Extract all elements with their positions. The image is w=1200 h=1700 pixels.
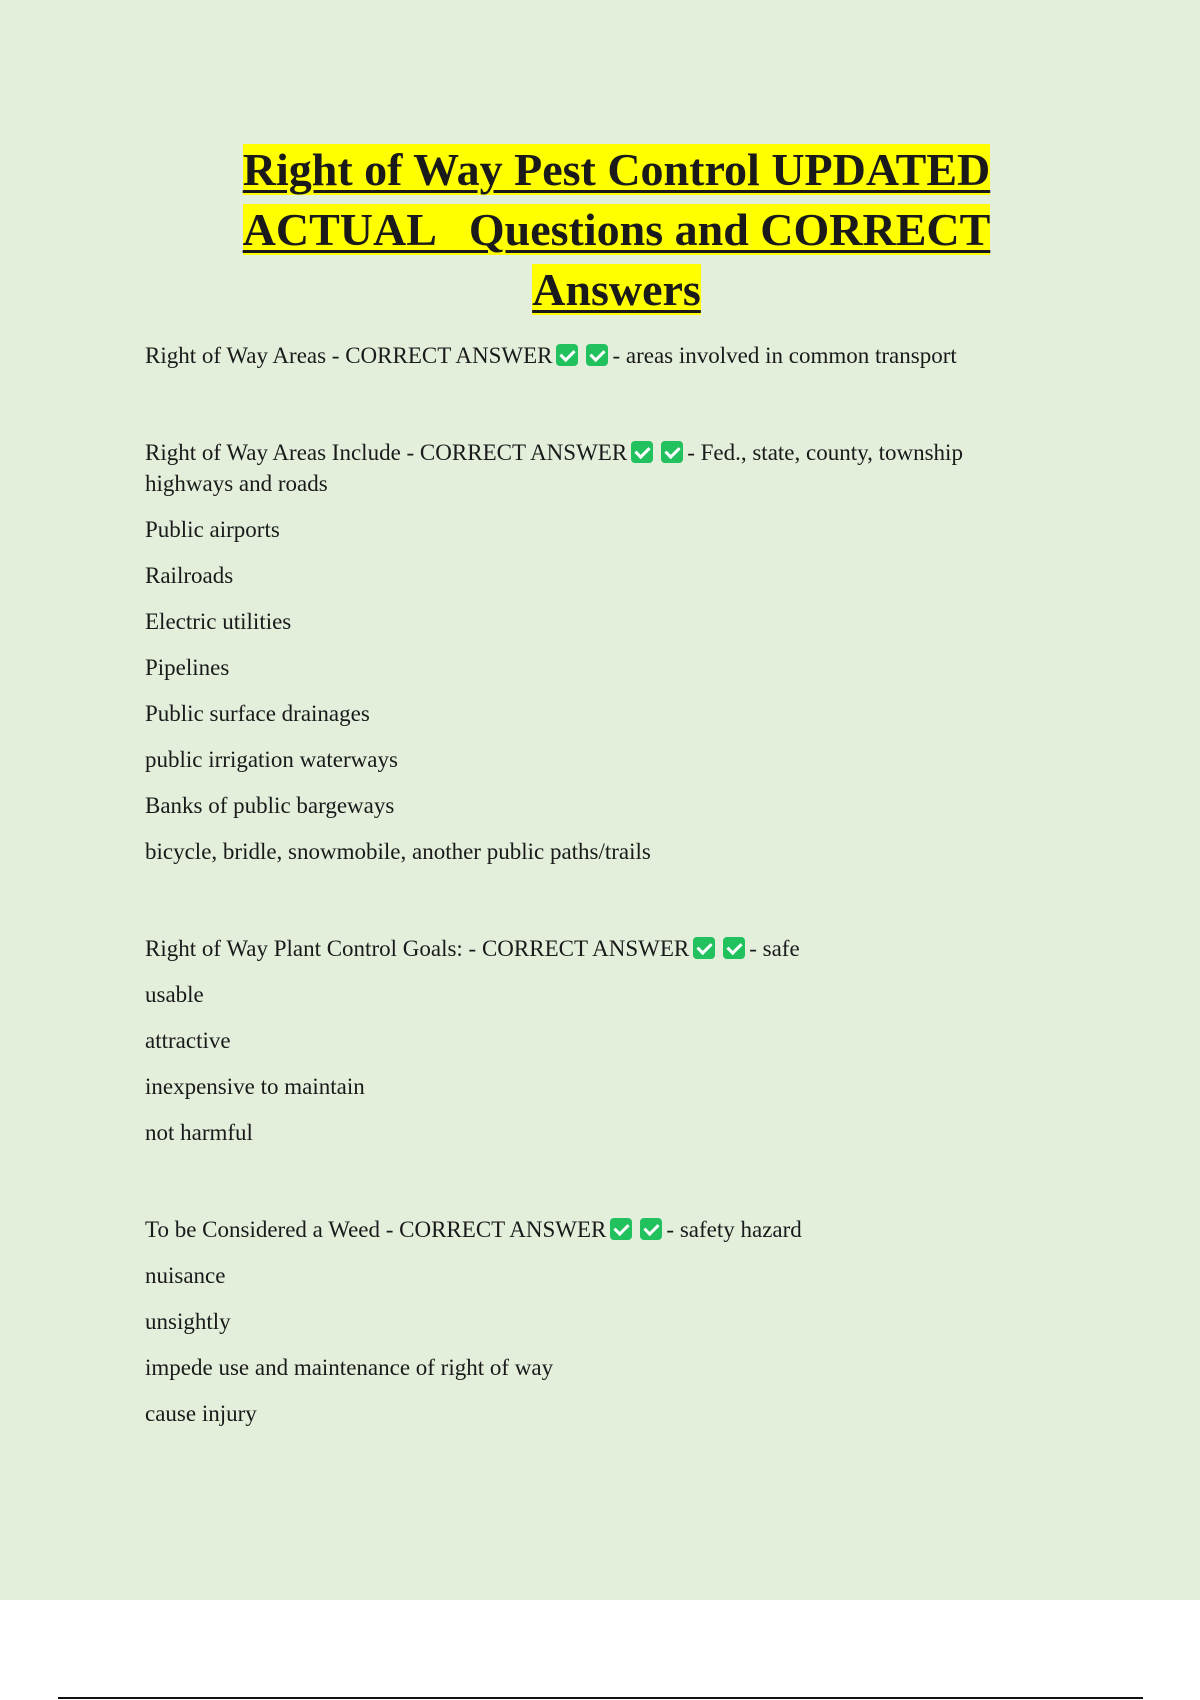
question-term: Right of Way Areas Include - CORRECT ANSWER — [145, 440, 628, 465]
qa-entry — [145, 1214, 1045, 1429]
answer-text: - Fed., state, county, township highways and roads — [145, 440, 963, 496]
question-line — [145, 1214, 1045, 1245]
question-term: Right of Way Areas - CORRECT ANSWER — [145, 343, 553, 368]
check-mark-icon — [556, 344, 578, 366]
answer-text: - areas involved in common transport — [612, 343, 957, 368]
check-mark-icon — [723, 937, 745, 959]
check-mark-icon — [661, 441, 683, 463]
answer-text: - safety hazard — [666, 1217, 802, 1242]
footer-divider — [58, 1697, 1143, 1699]
qa-entry — [145, 933, 1045, 1148]
answer-item: unsightly — [145, 1309, 231, 1334]
title-line-3: Answers — [532, 264, 701, 315]
answer-item: Public surface drainages — [145, 701, 370, 726]
check-mark-icon — [631, 441, 653, 463]
answer-item: not harmful — [145, 1120, 253, 1145]
answer-item: usable — [145, 982, 204, 1007]
question-line — [145, 437, 1045, 499]
title-line-2: ACTUAL Questions and CORRECT — [242, 204, 991, 255]
question-line — [145, 340, 1045, 371]
check-mark-icon — [640, 1218, 662, 1240]
question-term: Right of Way Plant Control Goals: - CORRECT ANSWER — [145, 936, 690, 961]
document-title — [0, 140, 1200, 320]
answer-item: nuisance — [145, 1263, 226, 1288]
answer-item: Electric utilities — [145, 609, 292, 634]
answer-item: inexpensive to maintain — [145, 1074, 365, 1099]
answer-item: Banks of public bargeways — [145, 793, 395, 818]
answer-text: - safe — [749, 936, 800, 961]
answer-item: Railroads — [145, 563, 234, 588]
answer-item: bicycle, bridle, snowmobile, another public paths/trails — [145, 839, 651, 864]
answer-item: attractive — [145, 1028, 231, 1053]
check-mark-icon — [586, 344, 608, 366]
answer-item: Pipelines — [145, 655, 230, 680]
check-mark-icon — [693, 937, 715, 959]
question-line — [145, 933, 1045, 964]
answer-item: public irrigation waterways — [145, 747, 398, 772]
check-mark-icon — [610, 1218, 632, 1240]
qa-list — [145, 340, 1045, 1429]
answer-item: impede use and maintenance of right of way — [145, 1355, 554, 1380]
question-term: To be Considered a Weed - CORRECT ANSWER — [145, 1217, 607, 1242]
qa-entry — [145, 437, 1045, 867]
answer-item: cause injury — [145, 1401, 257, 1426]
title-line-1: Right of Way Pest Control UPDATED — [242, 144, 991, 195]
answer-item: Public airports — [145, 517, 280, 542]
qa-entry — [145, 340, 1045, 371]
